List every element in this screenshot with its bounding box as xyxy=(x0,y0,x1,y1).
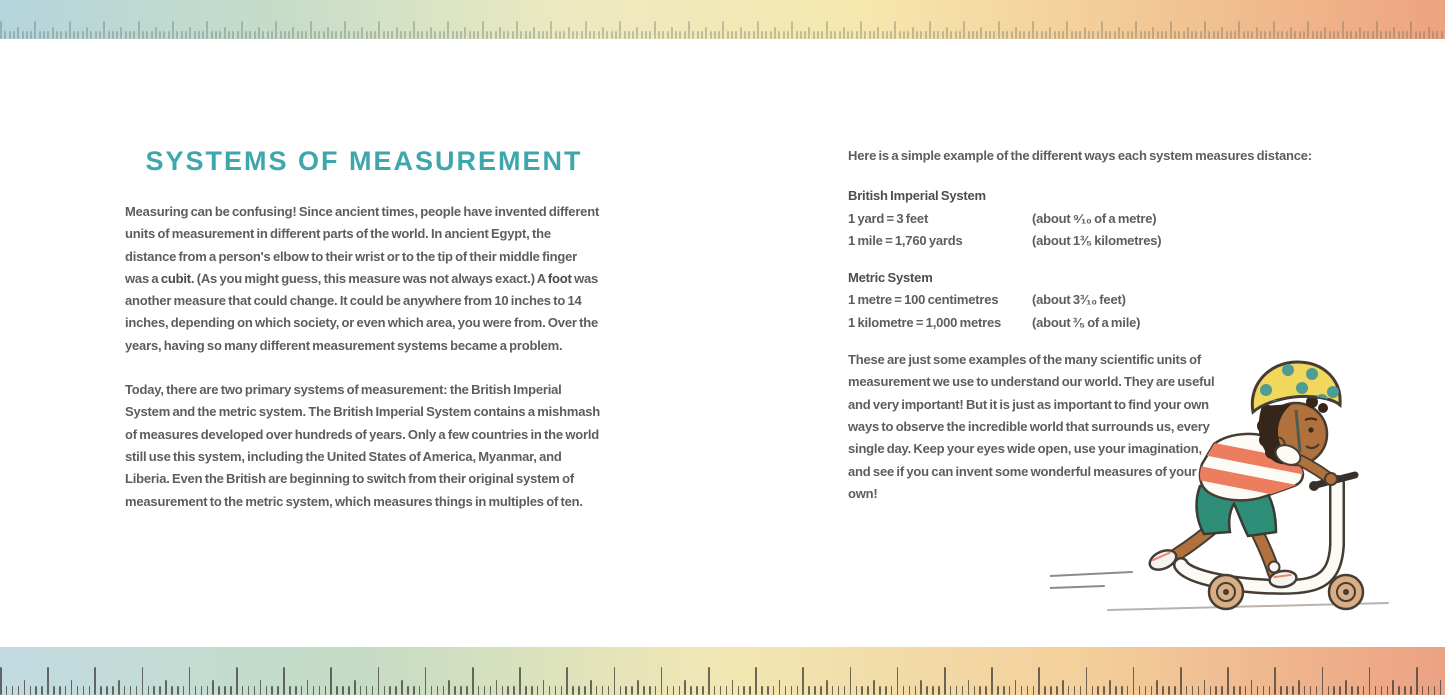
motion-line xyxy=(1050,586,1104,588)
conversion-equation: 1 metre = 100 centimetres xyxy=(848,292,999,308)
scooter-kid-drawing xyxy=(1050,348,1390,618)
hand xyxy=(1325,473,1337,485)
conversion-equation: 1 kilometre = 1,000 metres xyxy=(848,314,1002,330)
imperial-system-heading: British Imperial System xyxy=(848,188,986,204)
top-ruler-border xyxy=(0,0,1445,39)
left-page-column xyxy=(125,146,603,513)
eye xyxy=(1308,427,1313,432)
bold-term-cubit: cubit xyxy=(160,270,191,286)
para1-text-a: Measuring can be confusing! Since ancient times, people have invented different units of measurement in different parts of the world. In ancient Egypt, the distance from a person's elbow to their wrist or to the tip of their middle finger was a xyxy=(125,204,600,286)
conversion-equation: 1 mile = 1,760 yards xyxy=(848,232,963,248)
conversion-note: (about 1³⁄₅ kilometres) xyxy=(1032,232,1162,248)
example-intro-line: Here is a simple example of the different ways each system measures distance: xyxy=(848,148,1312,163)
intro-paragraph xyxy=(125,201,603,357)
imperial-system-section xyxy=(848,185,1328,252)
second-paragraph: Today, there are two primary systems of measurement: the British Imperial System and the metric system. The British Imperial System contains a mishmash of measures developed over hundreds of years. Only a few countries in the world still use this system, including the United States of America, Myanmar, and Liberia. Even the British are beginning to switch from their original system of measurement to the metric system, which measures things in multiples of ten. xyxy=(125,382,601,509)
page-title: SYSTEMS OF MEASUREMENT xyxy=(145,146,583,176)
para1-text-b: . (As you might guess, this measure was not always exact.) A xyxy=(190,270,548,286)
scooter-kid-illustration xyxy=(1050,348,1390,618)
bold-term-foot: foot xyxy=(547,270,572,286)
conversion-note: (about ³⁄₅ of a mile) xyxy=(1032,314,1141,330)
metric-system-heading: Metric System xyxy=(848,270,933,286)
conversion-row xyxy=(848,230,1328,252)
back-wheel xyxy=(1209,575,1243,609)
conversion-row xyxy=(848,312,1328,334)
bottom-ruler-border xyxy=(0,647,1445,695)
metric-system-section xyxy=(848,267,1328,334)
conversion-row xyxy=(848,289,1328,311)
motion-line xyxy=(1050,572,1132,576)
conversion-equation: 1 yard = 3 feet xyxy=(848,210,929,226)
front-wheel xyxy=(1329,575,1363,609)
conversion-note: (about ⁹⁄₁₀ of a metre) xyxy=(1032,210,1157,226)
conversion-row xyxy=(848,208,1328,230)
closing-paragraph: These are just some examples of the many scientific units of measurement we use to understand our world. They are useful and very important! But it is just as important to find your own ways to observe the incredible world that surrounds us, every single day. Keep your eyes wide open, use your imagination, and see if you can invent some wonderful measures of your own! xyxy=(848,352,1215,501)
para1-text-c: was another measure that could change. It could be anywhere from 10 inches to 14 inches, depending on which society, or even which area, you were from. Over the years, having so many different measurement systems became a problem. xyxy=(125,270,599,353)
conversion-note: (about 3³⁄₁₀ feet) xyxy=(1032,292,1126,308)
